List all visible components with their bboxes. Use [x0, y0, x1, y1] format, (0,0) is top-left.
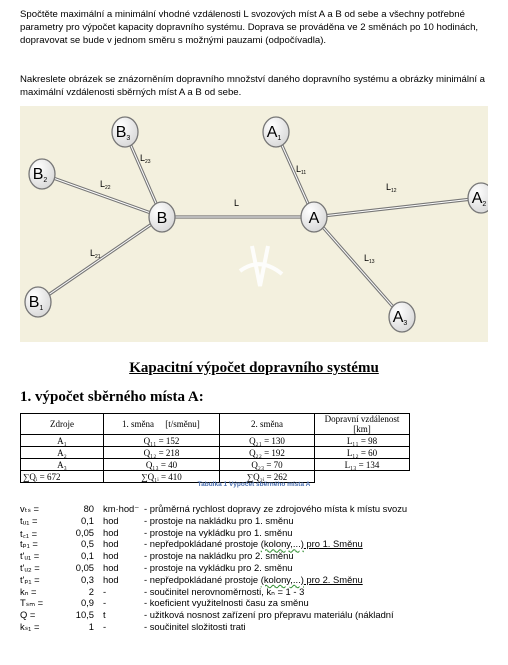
cell: Q₂₃ = 70: [220, 459, 315, 471]
node-label-B3: B3: [115, 124, 131, 142]
col-header-vzdalenost: Dopravní vzdálenost [km]: [315, 414, 410, 435]
cell: ∑Q₂ᵢ = 262: [220, 471, 315, 483]
col-header-smena-1: 1. směna [t/směnu]: [104, 414, 220, 435]
intro-paragraph-2: Nakreslete obrázek se znázorněním dopravního množství daného dopravního systému a obrázky minimální a maximální vzdálenosti sběrných míst A a B od sebe.: [20, 74, 486, 98]
watermark: [240, 246, 282, 286]
node-label-A: A: [308, 210, 320, 227]
edge-label-L21: $L_{21}$: [90, 248, 101, 260]
edges: [38, 132, 481, 317]
cell: ∑Qᵢ = 672: [21, 471, 104, 483]
table-row: [21, 447, 410, 459]
main-heading: Kapacitní výpočet dopravního systému: [129, 360, 379, 376]
edge-label-L: L: [234, 198, 240, 208]
table-row: [21, 435, 410, 447]
cell: A₁: [21, 435, 104, 447]
edge-label-L22: $L_{22}$: [100, 179, 111, 191]
intro-paragraph-1: Spočtěte maximální a minimální vhodné vzdálenosti L svozových míst A a B od sebe a všechny potřebné parametry pro výpočet kapacity dopravního systému. Doprava se prováděna ve 2 směnách po 10 hodinách, dopravovat se bude v jednom směru s možnými pauzami (odpočívadla).: [20, 9, 479, 46]
edge-label-L11: $L_{11}$: [296, 164, 307, 176]
table-row: [21, 459, 410, 471]
cell: Q₁₂ = 218: [104, 447, 220, 459]
col-header-smena-2: 2. směna: [220, 414, 315, 435]
node-label-B: B: [156, 210, 168, 227]
cell: L₁₁ = 98: [315, 435, 410, 447]
sources-table: [20, 413, 410, 483]
cell: Q₂₂ = 192: [220, 447, 315, 459]
node-label-A3: A3: [392, 309, 408, 327]
cell: Q₁₁ = 152: [104, 435, 220, 447]
cell: Q₂₁ = 130: [220, 435, 315, 447]
table-header-row: [21, 414, 410, 435]
node-label-B2: B2: [32, 166, 48, 184]
transport-diagram: [20, 106, 488, 342]
table-caption: Tabulka 1 Výpočet sběrného místa A: [197, 481, 311, 488]
edge-label-L13: $L_{13}$: [364, 253, 375, 265]
cell: L₁₃ = 134: [315, 459, 410, 471]
edge-label-L23: $L_{23}$: [140, 153, 151, 165]
cell: A₂: [21, 447, 104, 459]
edge-label-L12: $L_{12}$: [386, 182, 397, 194]
section-heading: 1. výpočet sběrného místa A:: [20, 389, 204, 405]
cell: ∑Q₁ᵢ = 410: [104, 471, 220, 483]
node-label-B1: B1: [28, 294, 44, 312]
col-header-zdroje: Zdroje: [21, 414, 104, 435]
cell: Q₁₃ = 40: [104, 459, 220, 471]
node-label-A1: A1: [266, 124, 282, 142]
node-label-A2: A2: [471, 190, 487, 208]
cell: A₃: [21, 459, 104, 471]
cell: L₁₂ = 60: [315, 447, 410, 459]
